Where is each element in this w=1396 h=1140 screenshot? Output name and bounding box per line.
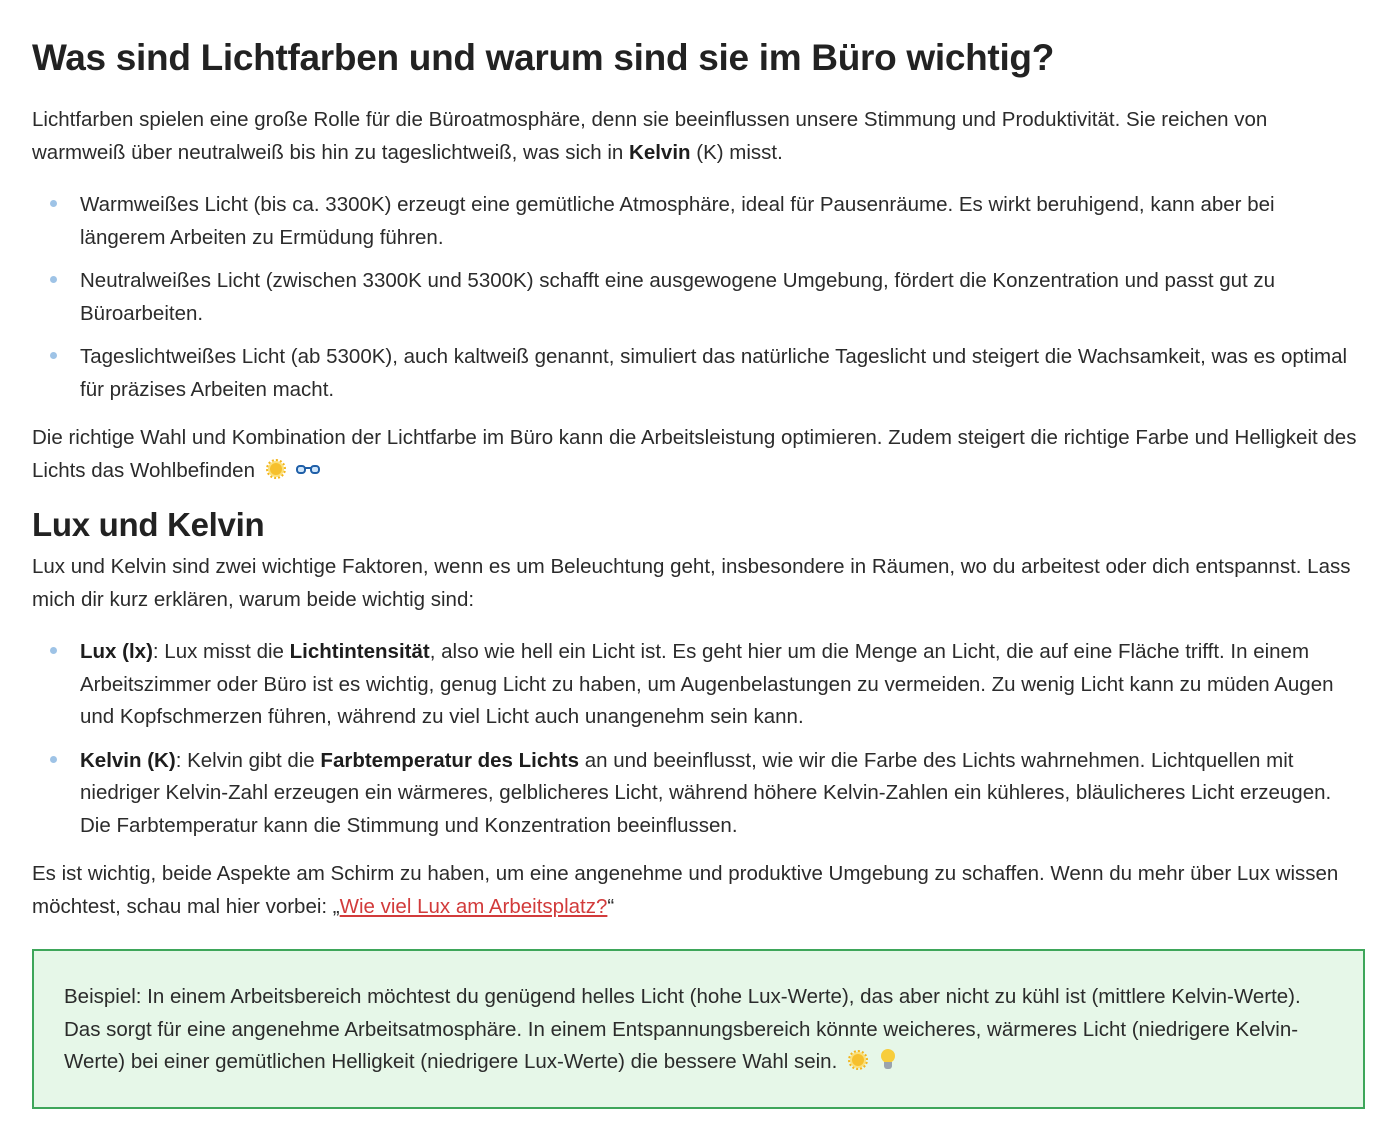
lux-text-start: : Lux misst die: [152, 640, 290, 663]
intro-text-end: (K) misst.: [690, 140, 783, 164]
bullet-dot: [50, 276, 57, 283]
lux-kelvin-list: [32, 636, 1364, 842]
closing-text: Die richtige Wahl und Kombination der Lichtfarbe im Büro kann die Arbeitsleistung optimieren. Zudem steigert die richtige Farbe und Helligkeit des Lichts das Wohlbefinden: [32, 426, 1357, 482]
lux-article-link[interactable]: Wie viel Lux am Arbeitsplatz?: [339, 894, 608, 918]
lux-text-end: , also wie hell ein Licht ist. Es geht hier um die Menge an Licht, die auf eine Fläche trifft. In einem Arbeitszimmer oder Büro ist es wichtig, genug Licht zu haben, um Augenbelastungen zu vermeiden. Zu wenig Licht kann zu müden Augen und Kopfschmerzen führen, während zu viel Licht auch unangenehm sein kann.: [80, 640, 1334, 728]
summary-text: Es ist wichtig, beide Aspekte am Schirm zu haben, um eine angenehme und produktive Umgebung zu schaffen. Wenn du mehr über Lux wissen möchtest, schau mal hier vorbei: „: [32, 862, 1339, 918]
list-item-tageslichtweiss: [80, 341, 1364, 406]
bullet-dot: [50, 352, 57, 359]
term-kelvin: Kelvin (K): [80, 748, 176, 772]
section-heading-lux-kelvin: Lux und Kelvin: [32, 506, 265, 543]
intro-paragraph: [32, 104, 1364, 169]
list-item-neutralweiss: [80, 265, 1364, 330]
example-callout-box: [32, 949, 1365, 1109]
list-item-lux: [80, 636, 1364, 734]
intro-bold-kelvin: Kelvin: [629, 140, 691, 164]
summary-quote-close: “: [607, 894, 615, 918]
sun-icon: [265, 458, 287, 480]
list-item-text: Warmweißes Licht (bis ca. 3300K) erzeugt eine gemütliche Atmosphäre, ideal für Pausenräume. Es wirkt beruhigend, kann aber bei längerem Arbeiten zu Ermüdung führen.: [80, 193, 1275, 249]
sun-icon: [847, 1049, 869, 1071]
light-color-list: [32, 189, 1364, 406]
term-lux: Lux (lx): [80, 640, 153, 663]
bullet-dot: [50, 756, 57, 763]
list-item-text: Tageslichtweißes Licht (ab 5300K), auch kaltweiß genannt, simuliert das natürliche Tageslicht und steigert die Wachsamkeit, was es optimal für präzises Arbeiten macht.: [80, 345, 1348, 401]
example-text: Beispiel: In einem Arbeitsbereich möchtest du genügend helles Licht (hohe Lux-Werte), das aber nicht zu kühl ist (mittlere Kelvin-Werte). Das sorgt für eine angenehme Arbeitsatmosphäre. In einem Entspannungsbereich könnte weicheres, wärmeres Licht (niedrigere Kelvin-Werte) bei einer gemütlichen Helligkeit (niedrigere Lux-Werte) die bessere Wahl sein.: [64, 985, 1301, 1073]
list-item-warmweiss: [80, 189, 1364, 254]
lightbulb-icon: [879, 1048, 897, 1072]
bullet-dot: [50, 647, 57, 654]
kelvin-bold-term: Farbtemperatur des Lichts: [320, 748, 580, 772]
bullet-dot: [50, 200, 57, 207]
example-paragraph: [64, 981, 1333, 1079]
summary-paragraph: [32, 858, 1364, 923]
section-heading-lichtfarben: Was sind Lichtfarben und warum sind sie im Büro wichtig?: [32, 37, 1055, 78]
glasses-icon: [296, 463, 322, 477]
lux-bold-term: Lichtintensität: [289, 640, 430, 663]
intro-text-start: Lichtfarben spielen eine große Rolle für die Büroatmosphäre, denn sie beeinflussen unsere Stimmung und Produktivität. Sie reichen von warmweiß über neutralweiß bis hin zu tageslichtweiß, was sich in: [32, 108, 1268, 164]
kelvin-text-start: : Kelvin gibt die: [175, 748, 321, 772]
kelvin-text-end: an und beeinflusst, wie wir die Farbe des Lichts wahrnehmen. Lichtquellen mit niedriger Kelvin-Zahl erzeugen ein wärmeres, gelblicheres Licht, während höhere Kelvin-Zahlen ein kühleres, bläulicheres Licht erzeugen. Die Farbtemperatur kann die Stimmung und Konzentration beeinflussen.: [80, 748, 1332, 837]
list-item-kelvin: [80, 745, 1364, 843]
closing-paragraph: [32, 422, 1364, 487]
lux-kelvin-intro: Lux und Kelvin sind zwei wichtige Faktoren, wenn es um Beleuchtung geht, insbesondere in Räumen, wo du arbeitest oder dich entspannst. Lass mich dir kurz erklären, warum beide wichtig sind:: [32, 555, 1351, 611]
list-item-text: Neutralweißes Licht (zwischen 3300K und 5300K) schafft eine ausgewogene Umgebung, fördert die Konzentration und passt gut zu Büroarbeiten.: [80, 269, 1276, 325]
